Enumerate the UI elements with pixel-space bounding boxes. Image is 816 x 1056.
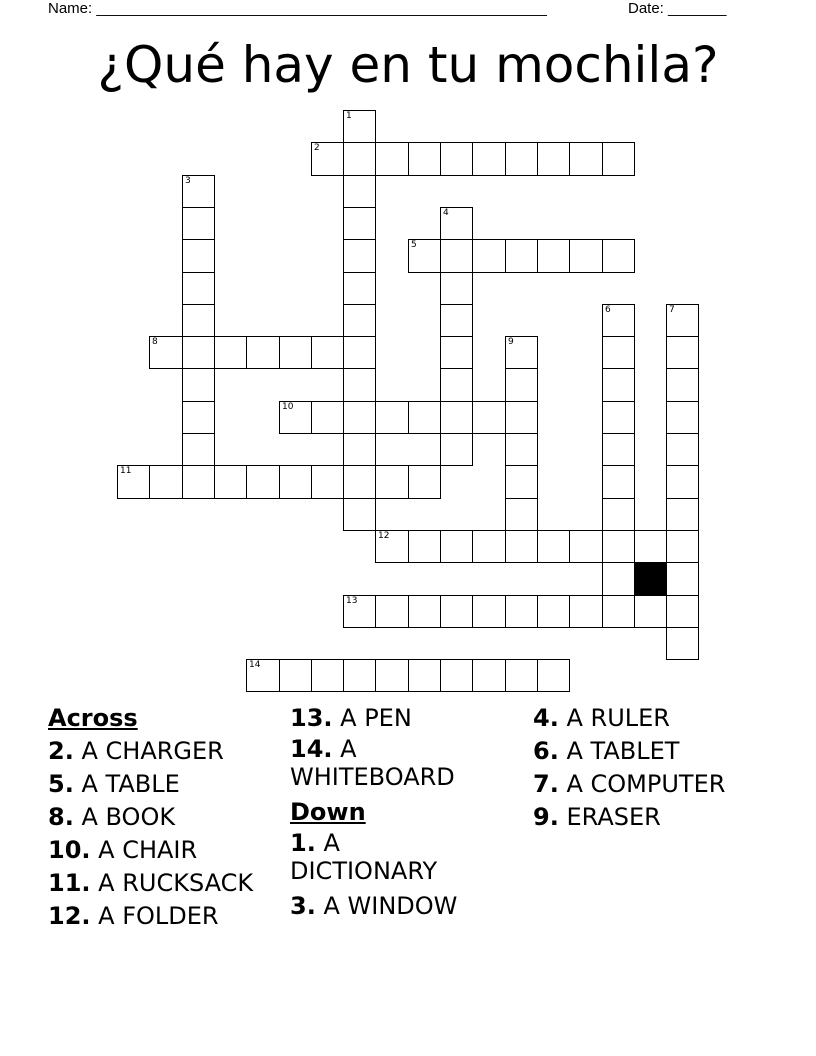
grid-cell[interactable] [214,465,247,499]
grid-cell[interactable] [408,595,441,628]
grid-cell[interactable] [246,465,280,499]
grid-cell[interactable] [569,239,603,273]
grid-cell[interactable] [569,595,603,628]
grid-cell[interactable] [343,175,376,208]
grid-cell[interactable] [666,368,699,402]
name-field[interactable]: Name: ______________________________________________________ [48,0,547,17]
grid-cell[interactable] [537,530,570,563]
grid-cell[interactable] [279,336,312,369]
grid-cell[interactable] [537,595,570,628]
grid-cell[interactable] [311,659,344,692]
grid-cell[interactable] [505,142,538,176]
clue-across-5: 5. A TABLE [48,770,180,798]
clue-number: 7 [669,305,675,315]
grid-cell[interactable] [440,142,473,176]
grid-cell[interactable] [569,142,603,176]
clue-number: 6 [605,305,611,315]
grid-cell[interactable] [505,595,538,628]
grid-cell[interactable] [472,659,506,692]
grid-cell[interactable] [440,368,473,402]
grid-cell[interactable] [634,530,667,563]
grid-cell[interactable] [472,142,506,176]
grid-cell[interactable] [343,304,376,337]
clue-number: 13 [346,596,358,606]
grid-cell[interactable] [343,142,376,176]
grid-cell[interactable] [666,401,699,434]
clue-number: 4 [443,208,449,218]
grid-cell[interactable] [666,530,699,563]
grid-cell[interactable] [440,433,473,466]
grid-cell[interactable] [246,336,280,369]
grid-cell[interactable] [182,368,215,402]
grid-cell[interactable] [311,401,344,434]
grid-cell[interactable] [149,465,183,499]
grid-cell[interactable] [311,336,344,369]
grid-cell[interactable] [311,142,344,176]
grid-cell[interactable] [375,465,409,499]
grid-cell[interactable] [505,401,538,434]
grid-cell[interactable] [602,530,635,563]
clue-number: 1 [346,111,352,121]
clue-down-1: 1. A DICTIONARY [290,829,438,885]
grid-cell[interactable] [602,368,635,402]
clue-number: 14 [249,660,261,670]
grid-cell[interactable] [343,465,376,499]
grid-cell[interactable] [666,304,699,337]
grid-cell[interactable] [569,530,603,563]
grid-cell[interactable] [666,433,699,466]
down-heading: Down [290,798,366,826]
grid-cell[interactable] [343,368,376,402]
grid-cell[interactable] [505,659,538,692]
grid-cell[interactable] [505,498,538,531]
grid-cell[interactable] [182,304,215,337]
grid-cell[interactable] [343,239,376,273]
grid-cell[interactable] [537,659,570,692]
grid-cell[interactable] [182,433,215,466]
clues-column-3 [533,702,793,834]
grid-cell[interactable] [440,401,473,434]
grid-cell[interactable] [375,401,409,434]
across-heading: Across [48,704,138,732]
clue-number: 2 [314,143,320,153]
grid-cell[interactable] [246,659,280,692]
grid-cell[interactable] [537,239,570,273]
grid-cell[interactable] [472,595,506,628]
grid-cell[interactable] [182,207,215,240]
grid-cell[interactable] [343,207,376,240]
grid-cell[interactable] [505,530,538,563]
clues-column-2 [290,702,490,923]
clue-across-10: 10. A CHAIR [48,836,198,864]
grid-cell[interactable] [472,401,506,434]
clue-across-14: 14. A WHITEBOARD [290,735,455,791]
grid-cell[interactable] [602,239,635,273]
grid-cell[interactable] [375,530,409,563]
grid-cell[interactable] [343,272,376,305]
grid-cell[interactable] [343,336,376,369]
clue-number: 5 [411,240,417,250]
grid-cell[interactable] [602,433,635,466]
grid-cell[interactable] [602,562,635,596]
grid-cell[interactable] [440,659,473,692]
grid-cell[interactable] [182,272,215,305]
grid-cell[interactable] [505,465,538,499]
clue-number: 3 [185,176,191,186]
grid-cell[interactable] [602,465,635,499]
grid-cell[interactable] [343,595,376,628]
grid-cell[interactable] [602,498,635,531]
grid-cell[interactable] [343,659,376,692]
grid-cell[interactable] [343,433,376,466]
grid-cell[interactable] [182,401,215,434]
grid-cell[interactable] [279,659,312,692]
grid-cell[interactable] [537,142,570,176]
grid-cell[interactable] [602,142,635,176]
grid-cell[interactable] [505,433,538,466]
grid-cell[interactable] [440,207,473,240]
grid-cell[interactable] [666,498,699,531]
grid-cell[interactable] [472,239,506,273]
grid-cell[interactable] [279,401,312,434]
clue-down-4: 4. A RULER [533,704,670,732]
grid-cell[interactable] [182,175,215,208]
clue-down-7: 7. A COMPUTER [533,770,726,798]
grid-cell[interactable] [505,239,538,273]
clues-column-1 [48,702,283,933]
grid-cell[interactable] [440,530,473,563]
grid-cell[interactable] [408,142,441,176]
grid-cell[interactable] [440,304,473,337]
clue-number: 9 [508,337,514,347]
grid-cell[interactable] [214,336,247,369]
grid-cell[interactable] [666,627,699,660]
grid-cell[interactable] [375,142,409,176]
grid-cell[interactable] [602,304,635,337]
clue-across-2: 2. A CHARGER [48,737,224,765]
grid-cell[interactable] [440,239,473,273]
grid-cell[interactable] [182,465,215,499]
clue-number: 11 [120,466,132,476]
clue-down-9: 9. ERASER [533,803,661,831]
black-cell [634,562,667,596]
grid-cell[interactable] [666,562,699,596]
grid-cell[interactable] [343,401,376,434]
grid-cell[interactable] [182,239,215,273]
grid-cell[interactable] [375,659,409,692]
grid-cell[interactable] [182,336,215,369]
grid-cell[interactable] [279,465,312,499]
grid-cell[interactable] [666,595,699,628]
grid-cell[interactable] [505,336,538,369]
clue-across-8: 8. A BOOK [48,803,176,831]
clue-across-11: 11. A RUCKSACK [48,869,254,897]
grid-cell[interactable] [408,659,441,692]
grid-cell[interactable] [634,595,667,628]
grid-cell[interactable] [149,336,183,369]
grid-cell[interactable] [408,239,441,273]
grid-cell[interactable] [472,530,506,563]
grid-cell[interactable] [408,530,441,563]
grid-cell[interactable] [440,336,473,369]
clue-across-12: 12. A FOLDER [48,902,219,930]
grid-cell[interactable] [311,465,344,499]
grid-cell[interactable] [343,498,376,531]
clue-number: 10 [282,402,294,412]
grid-cell[interactable] [602,401,635,434]
grid-cell[interactable] [666,465,699,499]
clue-down-3: 3. A WINDOW [290,892,458,920]
clue-number: 12 [378,531,390,541]
grid-cell[interactable] [440,272,473,305]
grid-cell[interactable] [117,465,150,499]
clue-down-6: 6. A TABLET [533,737,680,765]
grid-cell[interactable] [408,401,441,434]
grid-cell[interactable] [375,595,409,628]
grid-cell[interactable] [343,110,376,143]
grid-cell[interactable] [440,595,473,628]
grid-cell[interactable] [408,465,441,499]
date-field[interactable]: Date: _______ [628,0,727,17]
clue-number: 8 [152,337,158,347]
clue-across-13: 13. A PEN [290,704,412,732]
grid-cell[interactable] [666,336,699,369]
grid-cell[interactable] [602,595,635,628]
grid-cell[interactable] [505,368,538,402]
page-title: ¿Qué hay en tu mochila? [97,36,719,94]
grid-cell[interactable] [602,336,635,369]
